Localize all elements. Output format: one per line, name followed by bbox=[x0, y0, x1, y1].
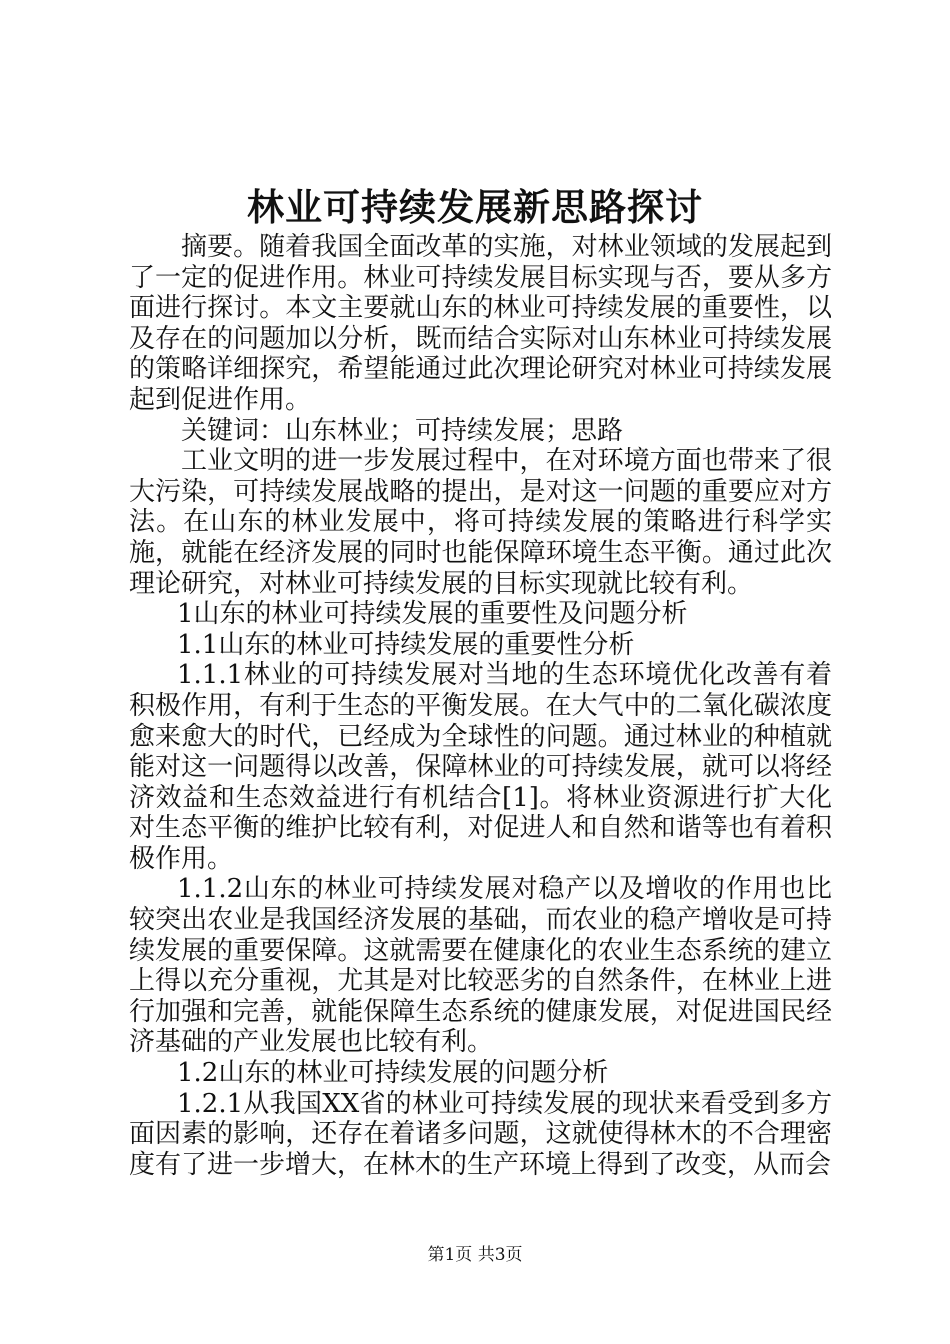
intro-paragraph: 工业文明的进一步发展过程中，在对环境方面也带来了很大污染，可持续发展战略的提出，是对这一问题的重要应对方法。在山东的林业发展中，将可持续发展的策略进行科学实施，就能在经济发展的同时也能保障环境生态平衡。通过此次理论研究，对林业可持续发展的目标实现就比较有利。 bbox=[129, 446, 832, 599]
section-heading-1: 1山东的林业可持续发展的重要性及问题分析 bbox=[177, 599, 688, 630]
paragraph-1-2-1: 1.2.1从我国XX省的林业可持续发展的现状来看受到多方面因素的影响，还存在着诸多问题，这就使得林木的不合理密度有了进一步增大，在林木的生产环境上得到了改变，从而会 bbox=[129, 1088, 832, 1180]
paragraph-1-1-1: 1.1.1林业的可持续发展对当地的生态环境优化改善有着积极作用，有利于生态的平衡发展。在大气中的二氧化碳浓度愈来愈大的时代，已经成为全球性的问题。通过林业的种植就能对这一问题得以改善，保障林业的可持续发展，就可以将经济效益和生态效益进行有机结合[1]。将林业资源进行扩大化对生态平衡的维护比较有利，对促进人和自然和谐等也有着积极作用。 bbox=[129, 660, 832, 874]
document-title: 林业可持续发展新思路探讨 bbox=[247, 186, 703, 229]
document-body bbox=[129, 232, 832, 1180]
section-heading-1-2: 1.2山东的林业可持续发展的问题分析 bbox=[177, 1058, 609, 1089]
paragraph-1-1-2: 1.1.2山东的林业可持续发展对稳产以及增收的作用也比较突出农业是我国经济发展的基础，而农业的稳产增收是可持续发展的重要保障。这就需要在健康化的农业生态系统的建立上得以充分重视，尤其是对比较恶劣的自然条件，在林业上进行加强和完善，就能保障生态系统的健康发展，对促进国民经济基础的产业发展也比较有利。 bbox=[129, 874, 832, 1058]
section-heading-1-1: 1.1山东的林业可持续发展的重要性分析 bbox=[177, 629, 635, 660]
abstract-paragraph: 摘要。随着我国全面改革的实施，对林业领域的发展起到了一定的促进作用。林业可持续发展目标实现与否，要从多方面进行探讨。本文主要就山东的林业可持续发展的重要性，以及存在的问题加以分析，既而结合实际对山东林业可持续发展的策略详细探究，希望能通过此次理论研究对林业可持续发展起到促进作用。 bbox=[129, 232, 832, 415]
keywords-paragraph: 关键词：山东林业；可持续发展；思路 bbox=[181, 415, 624, 446]
page-footer: 第1页 共3页 bbox=[427, 1245, 523, 1265]
